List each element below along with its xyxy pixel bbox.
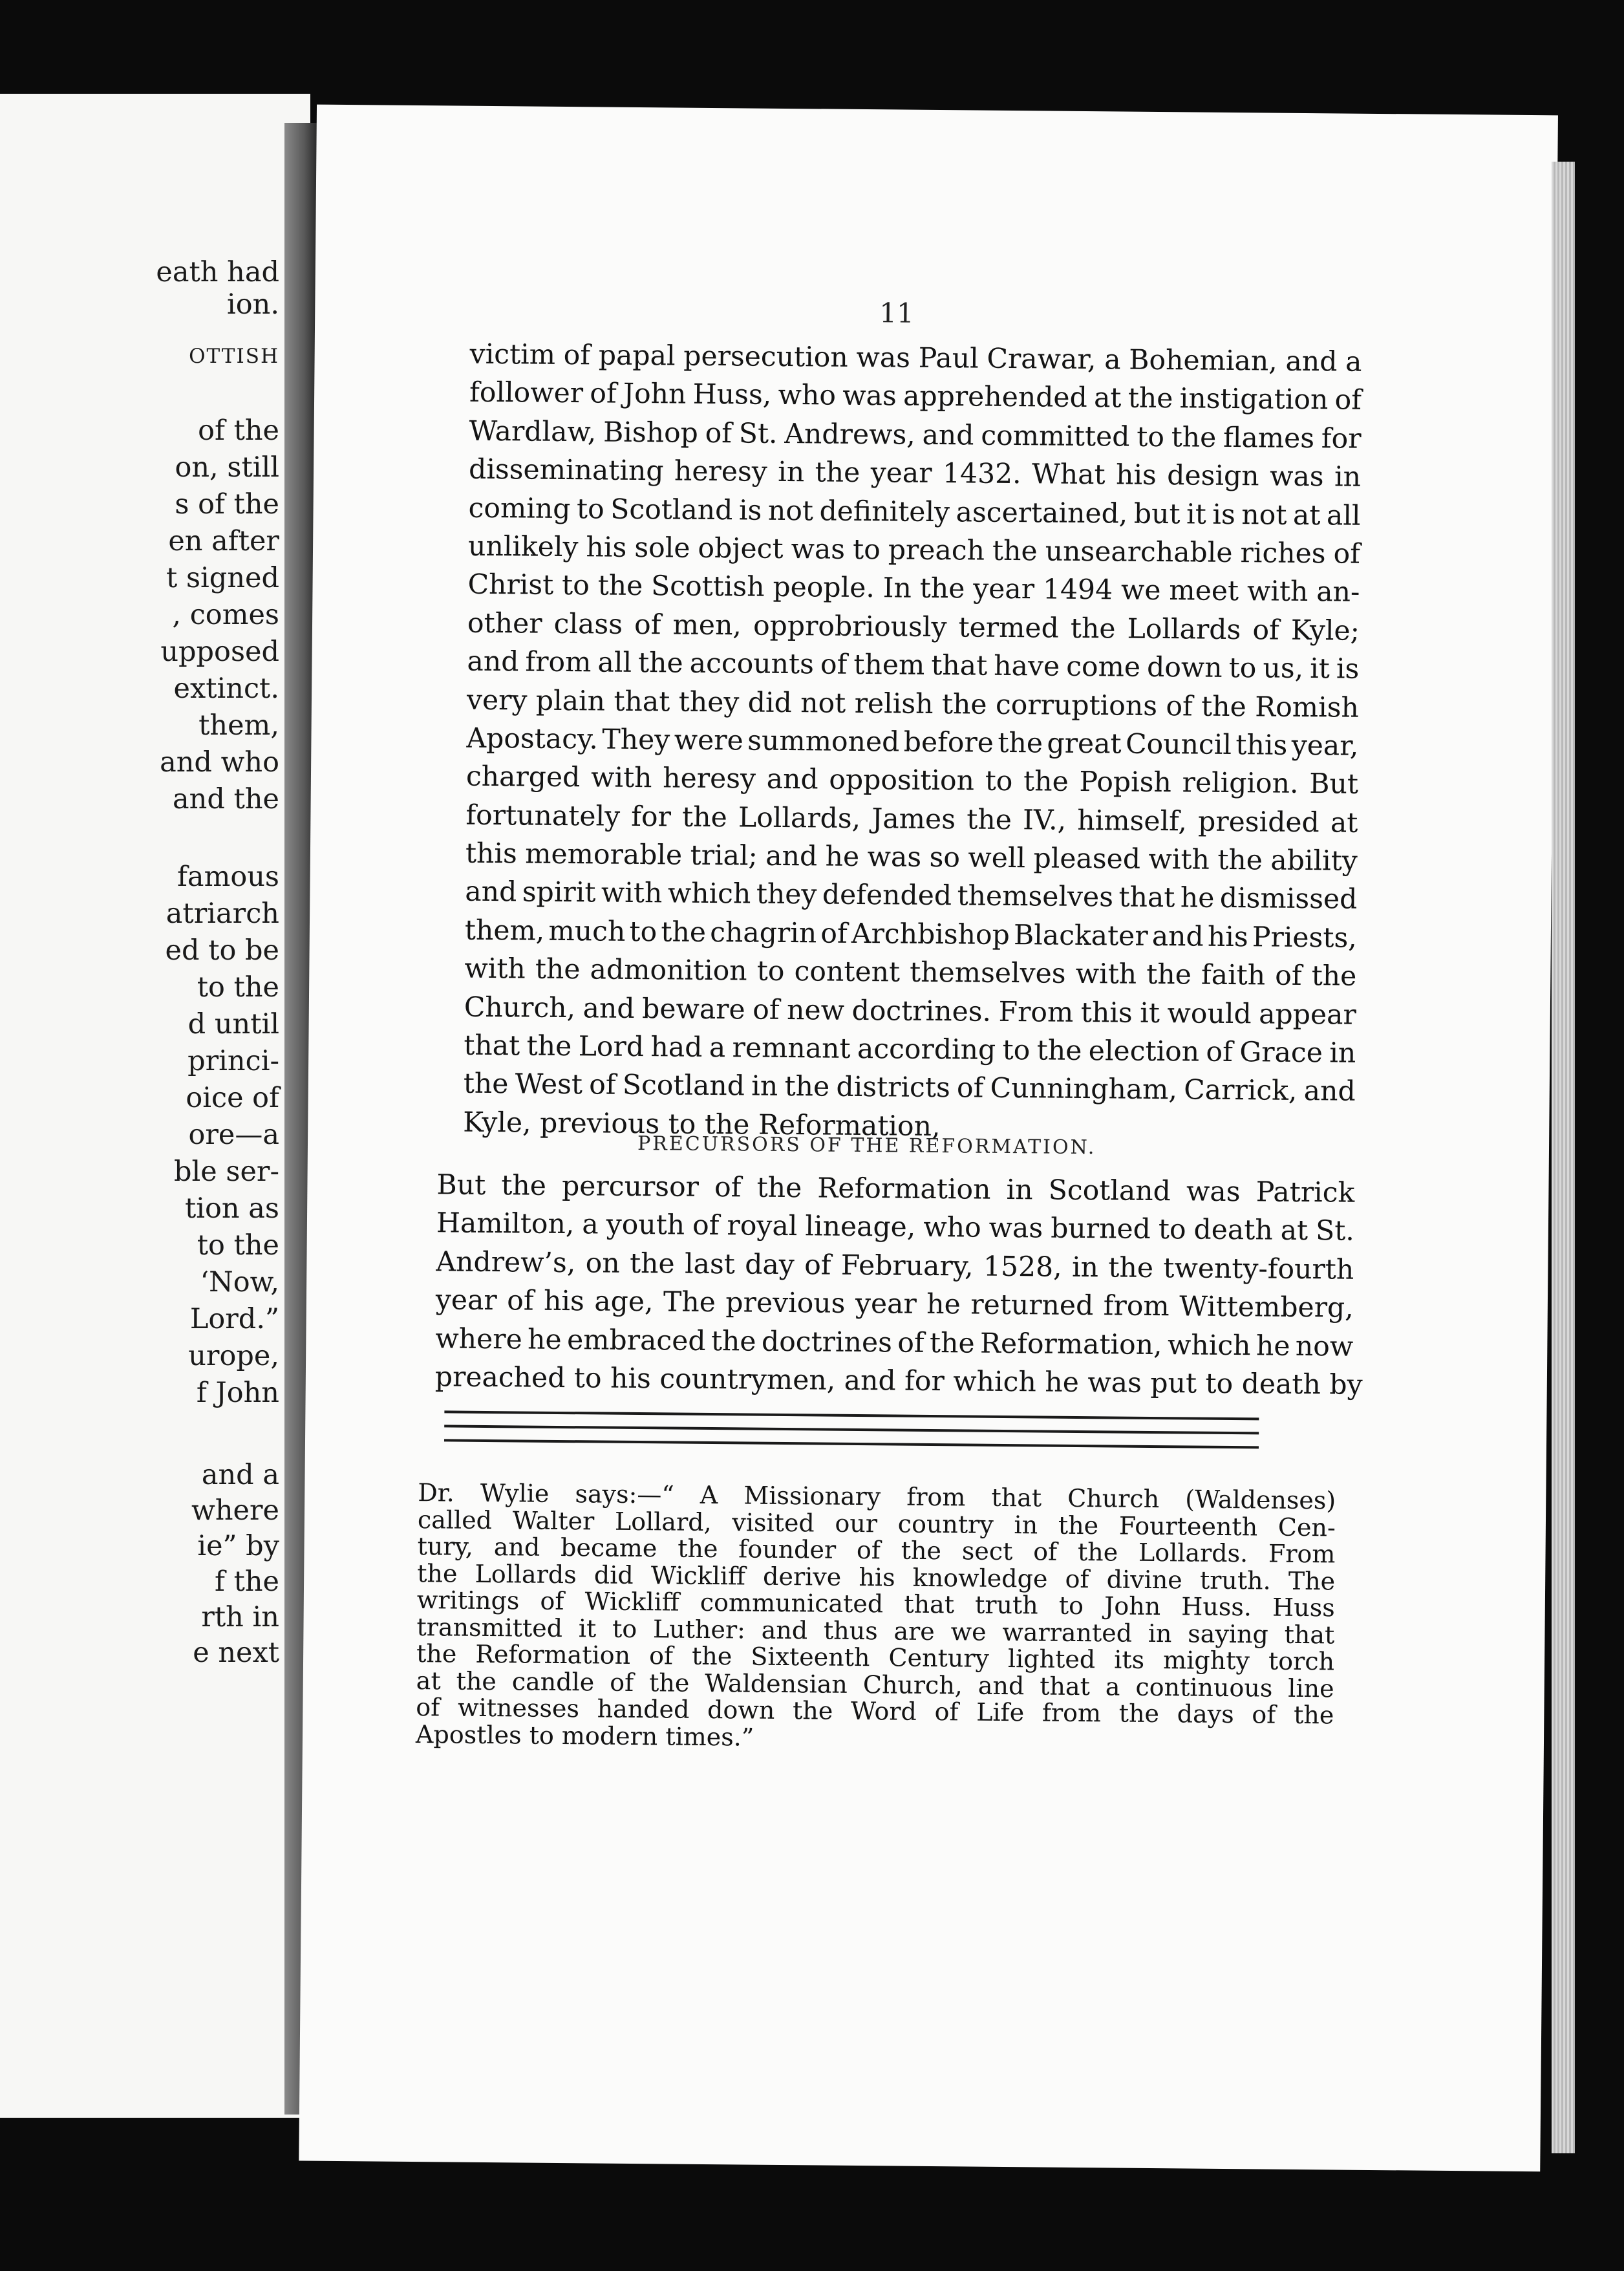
left-page-line: f John [196, 1377, 279, 1409]
left-page-line: OTTISH [189, 345, 279, 368]
left-page-line: eath had [156, 256, 279, 288]
left-page-line: ‘Now, [200, 1266, 279, 1298]
body-line: Andrew’s, on the last day of February, 1528, in the twenty-fourth [436, 1246, 1354, 1286]
left-page-line: on, still [175, 451, 279, 484]
page-number: 11 [879, 297, 914, 329]
footnote-separator-rule [444, 1425, 1259, 1434]
page-edge [1552, 162, 1575, 2153]
left-page-line: urope, [188, 1340, 279, 1372]
body-line: disseminating heresy in the year 1432. What his design was in [468, 453, 1362, 493]
left-page-line: ie” by [197, 1530, 279, 1562]
body-line: Church, and beware of new doctrines. From this it would appear [464, 991, 1356, 1031]
body-paragraph-2 [434, 1166, 1363, 1405]
body-line: year of his age, The previous year he returned from Wittemberg, [435, 1284, 1354, 1324]
left-page-line: rth in [201, 1601, 279, 1633]
body-line: Kyle, previous to the Reformation, [463, 1106, 941, 1143]
footnote-line: tury, and became the founder of the sect of the Lollards. From [417, 1532, 1336, 1569]
footnote-line: the Reformation of the Sixteenth Century lighted its mighty torch [416, 1639, 1335, 1676]
body-line: them, much to the chagrin of Archbishop Blackater and his Priests, [464, 914, 1357, 954]
body-line: with the admonition to content themselves with the faith of the [464, 953, 1357, 993]
body-line: victim of papal persecution was Paul Crawar, a Bohemian, and a [469, 338, 1362, 378]
left-page-line: Lord.” [189, 1303, 279, 1335]
left-page-line: ore—a [188, 1119, 279, 1151]
left-page-line: en after [168, 525, 279, 557]
left-page-line: to the [197, 1229, 279, 1262]
footnote-line: Apostles to modern times.” [415, 1719, 754, 1752]
body-line: that the Lord had a remnant according to the election of Grace in [464, 1029, 1356, 1070]
left-page-line: princi- [187, 1045, 279, 1077]
body-line: But the percursor of the Reformation in Scotland was Patrick [436, 1169, 1355, 1209]
section-heading: PRECURSORS OF THE REFORMATION. [637, 1132, 1096, 1159]
footnote-line: called Walter Lollard, visited our country in the Fourteenth Cen- [417, 1505, 1336, 1542]
body-line: other class of men, opprobriously termed the Lollards of Kyle; [467, 607, 1360, 647]
body-line: charged with heresy and opposition to the Popish religion. But [465, 760, 1359, 801]
body-line: and from all the accounts of them that have come down to us, it is [467, 645, 1360, 685]
left-page [0, 94, 310, 2118]
left-page-line: to the [197, 971, 279, 1004]
left-page-line: d until [187, 1008, 279, 1040]
body-line: Wardlaw, Bishop of St. Andrews, and committed to the flames for [469, 415, 1362, 455]
left-page-line: ed to be [165, 934, 279, 967]
left-page-line: e next [193, 1637, 279, 1669]
left-page-line: s of the [175, 488, 279, 521]
body-line: this memorable trial; and he was so well pleased with the ability [465, 837, 1358, 877]
footnote-separator-rule [444, 1410, 1259, 1420]
footnote-line: Dr. Wylie says:—“ A Missionary from that Church (Waldenses) [418, 1478, 1336, 1515]
body-line: preached to his countrymen, and for which he was put to death by [434, 1361, 1363, 1401]
body-line: and spirit with which they defended themselves that he dismissed [465, 876, 1358, 916]
body-line: Hamilton, a youth of royal lineage, who was burned to death at St. [436, 1207, 1355, 1248]
body-line: Christ to the Scottish people. In the year 1494 we meet with an- [467, 569, 1360, 609]
left-page-line: tion as [185, 1192, 279, 1225]
footnote-line: writings of Wickliff communicated that truth to John Huss. Huss [416, 1586, 1335, 1622]
left-page-line: , comes [172, 599, 279, 631]
body-line: follower of John Huss, who was apprehended at the instigation of [469, 377, 1362, 417]
footnote [416, 1480, 1336, 1756]
left-page-line: f the [214, 1566, 279, 1598]
footnote-separator-rule [444, 1439, 1259, 1448]
body-line: Apostacy. They were summoned before the great Council this year, [466, 722, 1359, 762]
left-page-line: and who [160, 746, 279, 779]
right-page [299, 105, 1558, 2172]
body-line: very plain that they did not relish the corruptions of the Romish [466, 684, 1360, 724]
body-line: where he embraced the doctrines of the Reformation, which he now [435, 1322, 1354, 1363]
footnote-line: the Lollards did Wickliff derive his knowledge of divine truth. The [417, 1558, 1336, 1595]
left-page-line: famous [177, 861, 279, 893]
left-page-line: them, [198, 709, 279, 742]
left-page-line: oice of [186, 1082, 279, 1114]
left-page-line: and the [173, 783, 279, 815]
footnote-line: at the candle of the Waldensian Church, and that a continuous line [416, 1666, 1334, 1703]
body-line: fortunately for the Lollards, James the IV., himself, presided at [465, 799, 1358, 839]
body-line: coming to Scotland is not definitely ascertained, but it is not at all [468, 492, 1361, 532]
left-page-line: t signed [166, 562, 279, 594]
left-page-line: of the [198, 414, 279, 447]
left-page-line: atriarch [166, 898, 279, 930]
left-page-line: and a [201, 1459, 279, 1491]
body-line: unlikely his sole object was to preach the unsearchable riches of [467, 530, 1361, 570]
footnote-line: of witnesses handed down the Word of Life from the days of the [416, 1693, 1334, 1730]
body-paragraph-1 [463, 336, 1362, 1150]
left-page-line: ion. [226, 288, 279, 321]
left-page-line: upposed [160, 636, 279, 668]
left-page-line: ble ser- [174, 1156, 279, 1188]
left-page-line: where [191, 1494, 279, 1527]
footnote-line: transmitted it to Luther: and thus are we warranted in saying that [416, 1612, 1335, 1649]
body-line: the West of Scotland in the districts of Cunningham, Carrick, and [463, 1068, 1356, 1108]
left-page-line: extinct. [173, 673, 279, 705]
